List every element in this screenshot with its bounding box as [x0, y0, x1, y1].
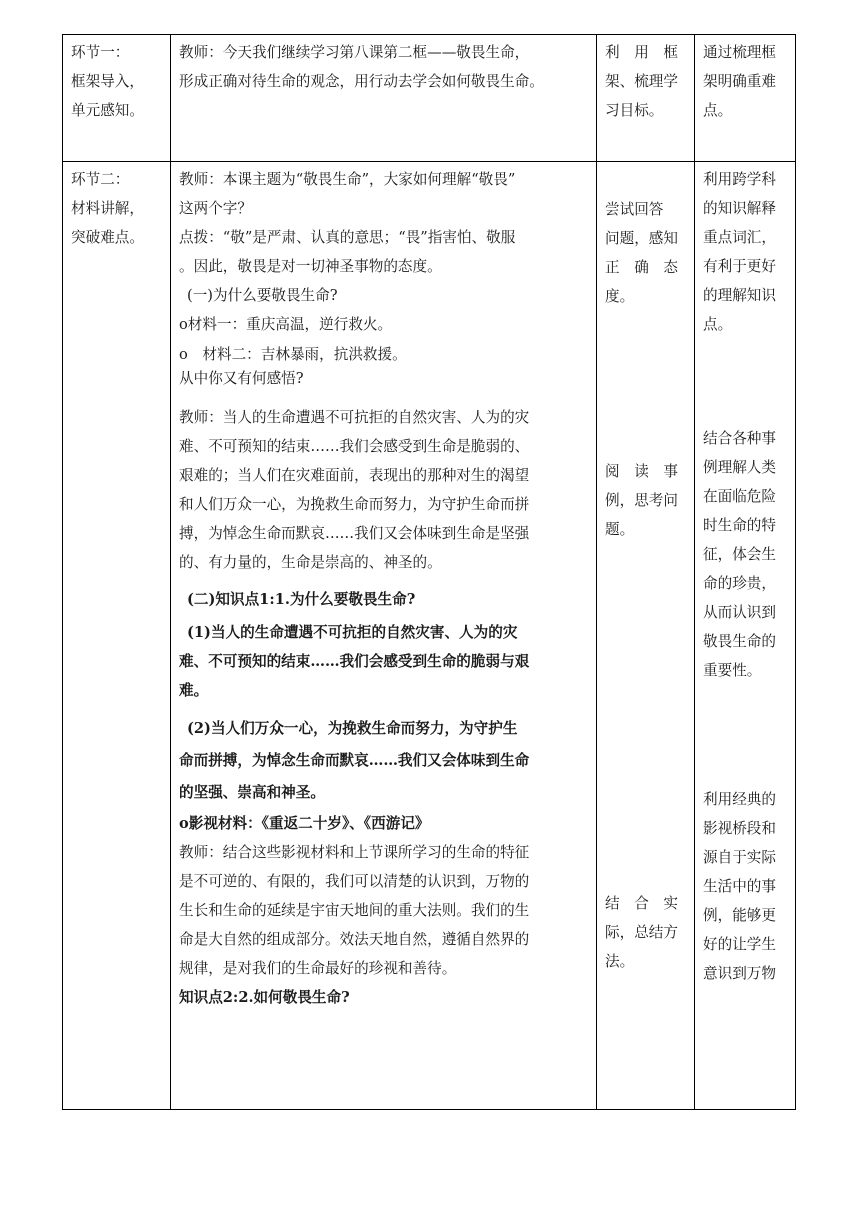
kp1-a-line: 难。	[179, 682, 209, 699]
stage-line: 环节一：	[71, 44, 130, 61]
explain2-line: 生长和生命的延续是宇宙天地间的重大法则。我们的生	[179, 902, 530, 919]
lesson-plan-table	[62, 34, 796, 1110]
table-row-stage-2	[63, 162, 796, 1110]
student-line: 习目标。	[605, 102, 664, 119]
intent-line: 架明确重难	[703, 73, 776, 90]
explain-line: 难、不可预知的结束……我们会感受到生命是脆弱的、	[179, 438, 530, 455]
reflection-prompt: 从中你又有何感悟?	[179, 370, 304, 387]
teacher-activity-cell	[171, 162, 597, 1110]
explain-line: 搏，为悼念生命而默哀……我们又会体味到生命是坚强	[179, 525, 530, 542]
student-line: 际，总结方	[605, 924, 678, 941]
student-line: 正 确 态	[605, 259, 678, 276]
kp1-b-line: (2)当人们万众一心，为挽救生命而努力，为守护生	[187, 720, 518, 737]
knowledge-point-1-a	[179, 618, 588, 705]
design-intent-a	[703, 165, 787, 339]
intent-line: 结合各种事	[703, 430, 776, 447]
student-activity-cell	[597, 162, 695, 1110]
explain2-line: 规律，是对我们的生命最好的珍视和善待。	[179, 960, 457, 977]
intent-line: 的知识解释	[703, 200, 776, 217]
explain-line: 艰难的；当人们在灾难面前，表现出的那种对生的渴望	[179, 467, 530, 484]
student-line: 利 用 框	[605, 44, 678, 61]
explain2-line: 教师：结合这些影视材料和上节课所学习的生命的特征	[179, 844, 530, 861]
intent-line: 点。	[703, 102, 733, 119]
knowledge-point-1-b	[179, 713, 588, 809]
student-activity-cell	[597, 35, 695, 162]
material-one: o材料一：重庆高温，逆行救火。	[179, 316, 393, 333]
explain2-line: 是不可逆的、有限的，我们可以清楚的认识到，万物的	[179, 873, 530, 890]
stage-line: 环节二：	[71, 171, 130, 188]
intent-line: 时生命的特	[703, 517, 776, 534]
student-line: 法。	[605, 953, 635, 970]
stage-line: 单元感知。	[71, 102, 144, 119]
teacher-intro-line: 这两个字？	[179, 200, 252, 217]
design-intent-b	[703, 424, 787, 685]
explain2-line: 命是大自然的组成部分。效法天地自然，遵循自然界的	[179, 931, 530, 948]
stage-line: 框架导入，	[71, 73, 144, 90]
intent-line: 生活中的事	[703, 878, 776, 895]
knowledge-point-1-title: (二)知识点1:1.为什么要敬畏生命?	[187, 591, 416, 608]
film-material: o影视材料：《重返二十岁》、《西游记》	[179, 815, 430, 832]
question-heading: (一)为什么要敬畏生命?	[187, 287, 338, 304]
kp1-a-line: (1)当人的生命遭遇不可抗拒的自然灾害、人为的灾	[187, 624, 518, 641]
intent-line: 源自于实际	[703, 849, 776, 866]
teacher-explanation-1	[179, 403, 588, 577]
student-line: 度。	[605, 288, 635, 305]
intent-line: 征，体会生	[703, 546, 776, 563]
intent-line: 意识到万物	[703, 965, 776, 982]
intent-line: 点。	[703, 316, 733, 333]
student-line: 题。	[605, 521, 635, 538]
student-line: 例，思考问	[605, 492, 678, 509]
teacher-line: 形成正确对待生命的观念，用行动去学会如何敬畏生命。	[179, 73, 544, 90]
intent-line: 利用跨学科	[703, 171, 776, 188]
intent-line: 重要性。	[703, 662, 762, 679]
intent-line: 命的珍贵，	[703, 575, 776, 592]
teacher-hint-line: 点拨：“敬”是严肃、认真的意思；“畏”指害怕、敬服	[179, 229, 516, 246]
teacher-line: 教师：今天我们继续学习第八课第二框——敬畏生命，	[179, 44, 530, 61]
student-activity-c	[605, 889, 686, 976]
stage-line: 突破难点。	[71, 229, 144, 246]
intent-line: 影视桥段和	[703, 820, 776, 837]
teacher-intro-line: 教师：本课主题为“敬畏生命”，大家如何理解“敬畏”	[179, 171, 516, 188]
kp1-b-line: 的坚强、崇高和神圣。	[179, 784, 325, 801]
explain-line: 和人们万众一心，为挽救生命而努力，为守护生命而拼	[179, 496, 530, 513]
teacher-hint-line: 。因此，敬畏是对一切神圣事物的态度。	[179, 258, 442, 275]
teacher-activity-cell	[171, 35, 597, 162]
kp1-a-line: 难、不可预知的结束……我们会感受到生命的脆弱与艰	[179, 653, 530, 670]
teacher-explanation-2	[179, 838, 588, 983]
student-activity-b	[605, 457, 686, 544]
design-intent-cell	[695, 35, 796, 162]
intent-line: 例理解人类	[703, 459, 776, 476]
intent-line: 在面临危险	[703, 488, 776, 505]
stage-line: 材料讲解，	[71, 200, 144, 217]
explain-line: 教师：当人的生命遭遇不可抗拒的自然灾害、人为的灾	[179, 409, 530, 426]
design-intent-cell	[695, 162, 796, 1110]
knowledge-point-2-title: 知识点2:2.如何敬畏生命?	[179, 989, 350, 1006]
student-line: 问题，感知	[605, 230, 678, 247]
table-row-stage-1	[63, 35, 796, 162]
intent-line: 从而认识到	[703, 604, 776, 621]
intent-line: 例，能够更	[703, 907, 776, 924]
student-line: 阅 读 事	[605, 463, 678, 480]
intent-line: 的理解知识	[703, 287, 776, 304]
explain-line: 的、有力量的，生命是崇高的、神圣的。	[179, 554, 442, 571]
student-activity-a	[605, 195, 686, 311]
intent-line: 重点词汇，	[703, 229, 776, 246]
material-two: o 材料二：吉林暴雨，抗洪救援。	[179, 346, 407, 363]
student-line: 尝试回答	[605, 201, 664, 218]
stage-cell	[63, 162, 171, 1110]
intent-line: 好的让学生	[703, 936, 776, 953]
student-line: 结 合 实	[605, 895, 678, 912]
intent-line: 有利于更好	[703, 258, 776, 275]
intent-line: 通过梳理框	[703, 44, 776, 61]
intent-line: 敬畏生命的	[703, 633, 776, 650]
intent-line: 利用经典的	[703, 791, 776, 808]
stage-cell	[63, 35, 171, 162]
kp1-b-line: 命而拼搏，为悼念生命而默哀……我们又会体味到生命	[179, 752, 530, 769]
student-line: 架、梳理学	[605, 73, 678, 90]
design-intent-c	[703, 785, 787, 988]
